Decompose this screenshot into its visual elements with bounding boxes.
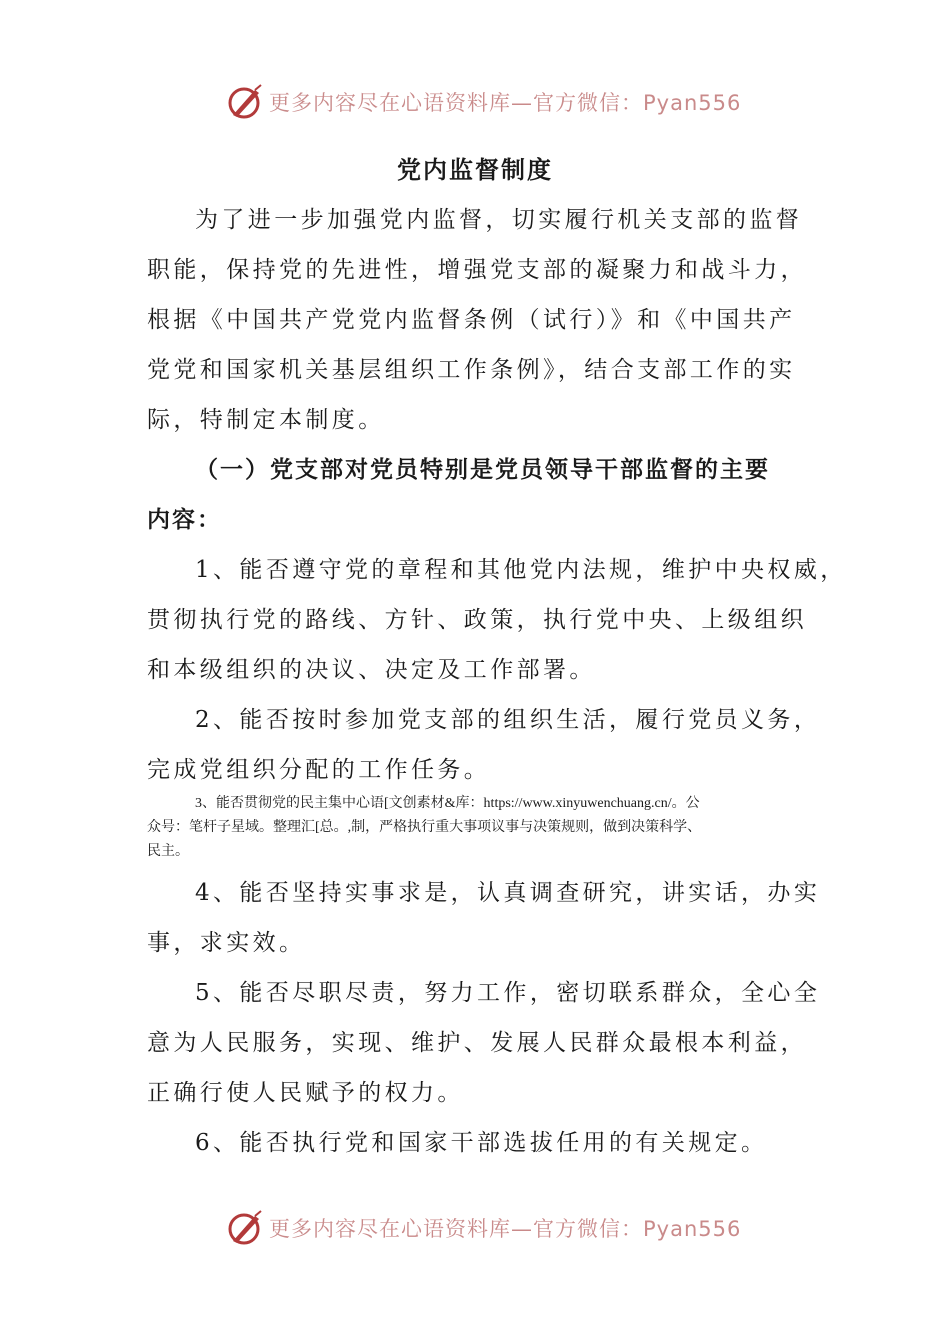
list-item-line: 6、能否执行党和国家干部选拔任用的有关规定。	[195, 1130, 768, 1156]
list-item-line: 完成党组织分配的工作任务。	[147, 757, 491, 783]
list-item-line: 和本级组织的决议、决定及工作部署。	[147, 657, 596, 683]
watermark-text: 更多内容尽在心语资料库—官方微信：Pyan556	[269, 91, 742, 115]
paragraph-line: 际，特制定本制度。	[147, 407, 385, 433]
section-heading: 内容：	[147, 506, 222, 533]
list-item-line: 1、能否遵守党的章程和其他党内法规，维护中央权威，	[195, 557, 847, 583]
list-item-line: 贯彻执行党的路线、方针、政策，执行党中央、上级组织	[147, 607, 807, 633]
list-item-line: 2、能否按时参加党支部的组织生活，履行党员义务，	[195, 707, 821, 733]
list-item-line: 事，求实效。	[147, 930, 306, 956]
pen-logo-icon	[225, 82, 265, 122]
paragraph-line: 根据《中国共产党党内监督条例（试行）》和《中国共产	[147, 307, 796, 333]
list-item-line-small: 3、能否贯彻党的民主集中心语[文创素材&库：https://www.xinyuwenchuang.cn/。公	[195, 796, 700, 811]
paragraph-line: 党党和国家机关基层组织工作条例》，结合支部工作的实	[147, 357, 796, 383]
watermark-text: 更多内容尽在心语资料库—官方微信：Pyan556	[269, 1217, 742, 1241]
list-item-line: 正确行使人民赋予的权力。	[147, 1080, 464, 1106]
section-heading: （一）党支部对党员特别是党员领导干部监督的主要	[195, 456, 770, 483]
list-item-line: 意为人民服务，实现、维护、发展人民群众最根本利益，	[147, 1030, 807, 1056]
list-item-line: 5、能否尽职尽责，努力工作，密切联系群众，全心全	[195, 980, 821, 1006]
paragraph-line: 为了进一步加强党内监督，切实履行机关支部的监督	[195, 207, 803, 233]
document-title: 党内监督制度	[397, 155, 553, 184]
paragraph-line: 职能，保持党的先进性，增强党支部的凝聚力和战斗力，	[147, 257, 807, 283]
watermark-banner-bottom	[225, 1206, 741, 1250]
pen-logo-icon	[225, 1208, 265, 1248]
list-item-line: 4、能否坚持实事求是，认真调查研究，讲实话，办实	[195, 880, 821, 906]
list-item-line-small: 民主。	[147, 844, 189, 859]
list-item-line-small: 众号：笔杆子星域。整理汇[总。,制，严格执行重大事项议事与决策规则，做到决策科学、	[147, 820, 702, 835]
watermark-banner-top	[225, 80, 741, 124]
